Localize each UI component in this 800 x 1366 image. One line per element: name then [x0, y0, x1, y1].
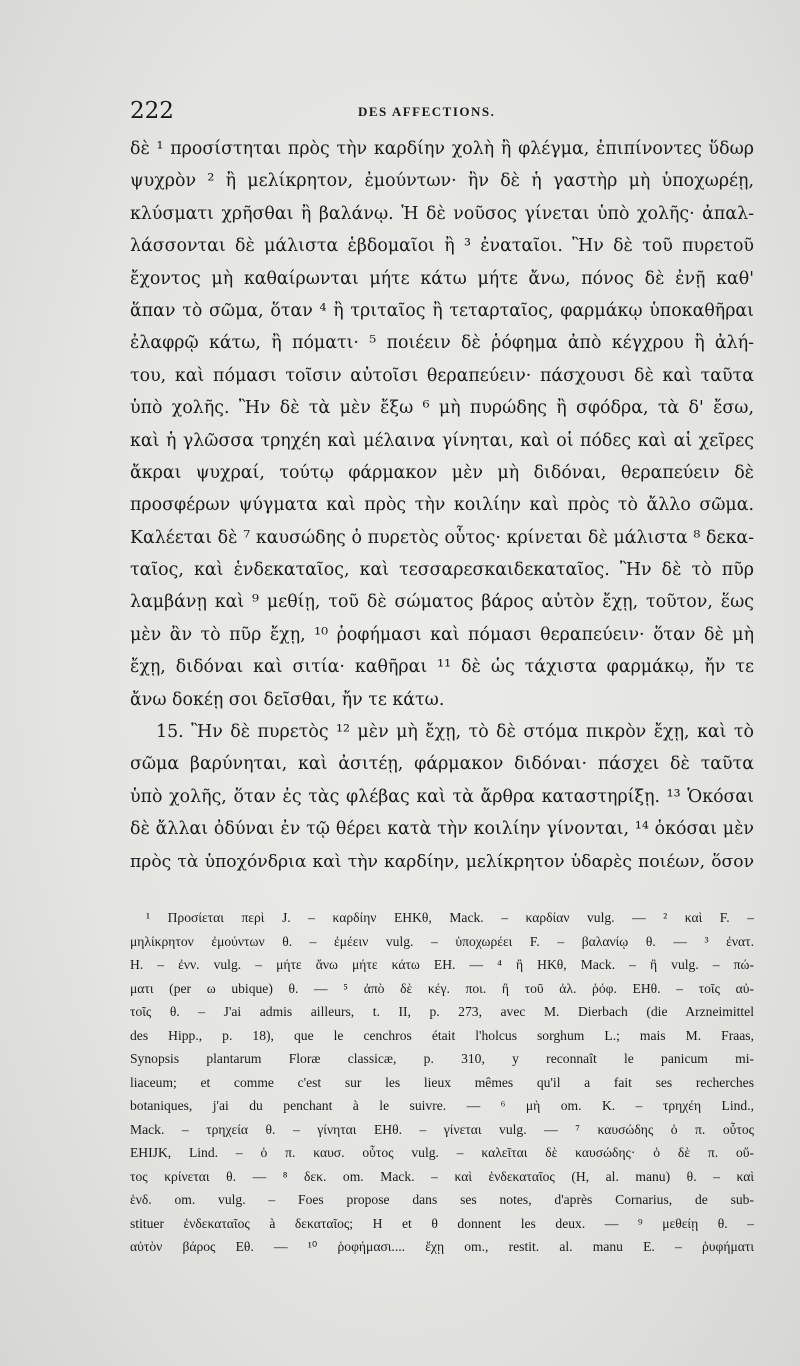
footnote-line: botaniques, j'ai du penchant à le suivre. — ⁶ μὴ om. K. – τρηχέη Lind.,	[130, 1098, 754, 1113]
main-text-block	[130, 133, 754, 878]
text-line: λαμβάνῃ καὶ ⁹ μεθίῃ, τοῦ δὲ σώματος βάρος αὐτὸν ἔχῃ, τοῦτον, ἕως	[130, 592, 754, 613]
text-line: μὲν ἂν τὸ πῦρ ἔχῃ, ¹⁰ ῥοφήμασι καὶ πόμασι θεραπεύειν· ὅταν δὲ μὴ	[130, 624, 754, 645]
text-line: δὲ ἄλλαι ὀδύναι ἐν τῷ θέρει κατὰ τὴν κοιλίην γίνονται, ¹⁴ ὁκόσαι μὲν	[130, 819, 754, 840]
text-line: του, καὶ πόμασι τοῖσιν αὐτοῖσι θεραπεύειν· πάσχουσι δὲ καὶ ταῦτα	[130, 365, 754, 386]
text-line: δὲ ¹ προσίστηται πρὸς τὴν καρδίην χολὴ ἢ φλέγμα, ἐπιπίνοντες ὕδωρ	[130, 139, 754, 159]
text-line: ψυχρὸν ² ἢ μελίκρητον, ἐμούντων· ἢν δὲ ἡ γαστὴρ μὴ ὑποχωρέῃ,	[130, 171, 754, 192]
section-15-start-line: 15. Ἢν δὲ πυρετὸς ¹² μὲν μὴ ἔχῃ, τὸ δὲ στόμα πικρὸν ἔχῃ, καὶ τὸ	[156, 722, 754, 743]
footnote-line: Mack. – τρηχεία θ. – γίνηται EHθ. – γίνεται vulg. — ⁷ καυσώδης ὁ π. οὗτος	[130, 1121, 754, 1137]
footnote-line: ματι (per ω ubique) θ. — ⁵ ἀπὸ δὲ κέγ. ποι. ἢ τοῦ ἀλ. ῥόφ. EHθ. – τοῖς αὐ-	[130, 980, 754, 996]
text-line: προσφέρων ψύγματα καὶ πρὸς τὴν κοιλίην καὶ πρὸς τὸ ἄλλο σῶμα.	[130, 495, 754, 516]
footnote-line: ἑνδ. om. vulg. – Foes propose dans ses notes, d'après Cornarius, de sub-	[130, 1192, 754, 1207]
footnote-line: Synopsis plantarum Floræ classicæ, p. 310, y reconnaît le panicum mi-	[130, 1051, 754, 1066]
footnote-line: stituer ἑνδεκαταῖος à δεκαταῖος; H et θ donnent les deux. — ⁹ μεθείῃ θ. –	[130, 1215, 754, 1231]
text-line: κλύσματι χρῆσθαι ἢ βαλάνῳ. Ἡ δὲ νοῦσος γίνεται ὑπὸ χολῆς· ἀπαλ-	[130, 203, 754, 224]
text-line: ταῖος, καὶ ἑνδεκαταῖος, καὶ τεσσαρεσκαιδεκαταῖος. Ἢν δὲ τὸ πῦρ	[130, 560, 754, 581]
text-line: πρὸς τὰ ὑποχόνδρια καὶ τὴν καρδίην, μελίκρητον ὑδαρὲς ποιέων, ὅσον	[130, 851, 754, 872]
footnote-line: liaceum; et comme c'est sur les lieux mêmes qu'il a fait ses recherches	[130, 1074, 754, 1090]
text-line: λάσσονται δὲ μάλιστα ἑβδομαῖοι ἢ ³ ἐναταῖοι. Ἢν δὲ τοῦ πυρετοῦ	[130, 236, 754, 257]
footnote-line: ¹ Προσίεται περὶ J. – καρδίην EHKθ, Mack. – καρδίαν vulg. — ² καὶ F. –	[146, 910, 754, 925]
footnote-line: μηλίκρητον ἐμούντων θ. – ἐμέειν vulg. – ὑποχωρέει F. – βαλανίῳ θ. — ³ ἐνατ.	[130, 933, 754, 949]
text-line: ὑπὸ χολῆς. Ἢν δὲ τὰ μὲν ἔξω ⁶ μὴ πυρώδης ἢ σφόδρα, τὰ δ' ἔσω,	[130, 398, 754, 419]
text-line: ἅπαν τὸ σῶμα, ὅταν ⁴ ἢ τριταῖος ἢ τεταρταῖος, φαρμάκῳ ὑποκαθῆραι	[130, 300, 754, 321]
footnotes-block	[130, 906, 754, 1259]
footnote-line: EHIJK, Lind. – ὁ π. καυσ. οὗτος vulg. – καλεῖται δὲ καυσώδης· ὁ δὲ π. οὔ-	[130, 1145, 754, 1160]
text-line: ἄνω δοκέῃ σοι δεῖσθαι, ἤν τε κάτω.	[130, 689, 445, 710]
text-line: ὑπὸ χολῆς, ὅταν ἐς τὰς φλέβας καὶ τὰ ἄρθρα καταστηρίξῃ. ¹³ Ὁκόσαι	[130, 786, 754, 807]
text-line: καὶ ἡ γλῶσσα τρηχέη καὶ μέλαινα γίνηται, καὶ οἱ πόδες καὶ αἱ χεῖρες	[130, 430, 754, 451]
text-line: Καλέεται δὲ ⁷ καυσώδης ὁ πυρετὸς οὗτος· κρίνεται δὲ μάλιστα ⁸ δεκα-	[130, 527, 754, 548]
running-title: DES AFFECTIONS.	[358, 104, 496, 119]
page-number: 222	[130, 98, 174, 124]
footnote-line: τος κρίνεται θ. — ⁸ δεκ. om. Mack. – καὶ ἑνδεκαταῖος (H, al. manu) θ. – καὶ	[130, 1168, 754, 1184]
footnote-line: H. – ἐνν. vulg. – μήτε ἄνω μήτε κάτω EH. — ⁴ ἢ HKθ, Mack. – ἢ vulg. – πώ-	[130, 957, 754, 972]
text-line: ἄκραι ψυχραί, τούτῳ φάρμακον μὲν μὴ διδόναι, θεραπεύειν δὲ	[130, 462, 754, 483]
footnote-line: αὐτὸν βάρος Eθ. — ¹⁰ ῥοφήμασι.... ἔχῃ om., restit. al. manu E. – ῥυφήματι	[130, 1239, 754, 1254]
text-line: ἐλαφρῷ κάτω, ἢ πόματι· ⁵ ποιέειν δὲ ῥόφημα ἀπὸ κέγχρου ἢ ἀλή-	[130, 333, 754, 354]
text-line: ἔχῃ, διδόναι καὶ σιτία· καθῆραι ¹¹ δὲ ὡς τάχιστα φαρμάκῳ, ἤν τε	[130, 657, 754, 678]
footnote-line: des Hipp., p. 18), que le cenchros était l'holcus sorghum L.; mais M. Fraas,	[130, 1027, 754, 1043]
page-header	[130, 98, 750, 128]
footnote-line: τοῖς θ. – J'ai admis ailleurs, t. II, p. 273, avec M. Dierbach (die Arzneimittel	[130, 1004, 754, 1019]
text-line: ἔχοντος μὴ καθαίρωνται μήτε κάτω μήτε ἄνω, πόνος δὲ ἐνῇ καθ'	[130, 268, 754, 289]
text-line: σῶμα βαρύνηται, καὶ ἀσιτέῃ, φάρμακον διδόναι· πάσχει δὲ ταῦτα	[130, 754, 754, 775]
